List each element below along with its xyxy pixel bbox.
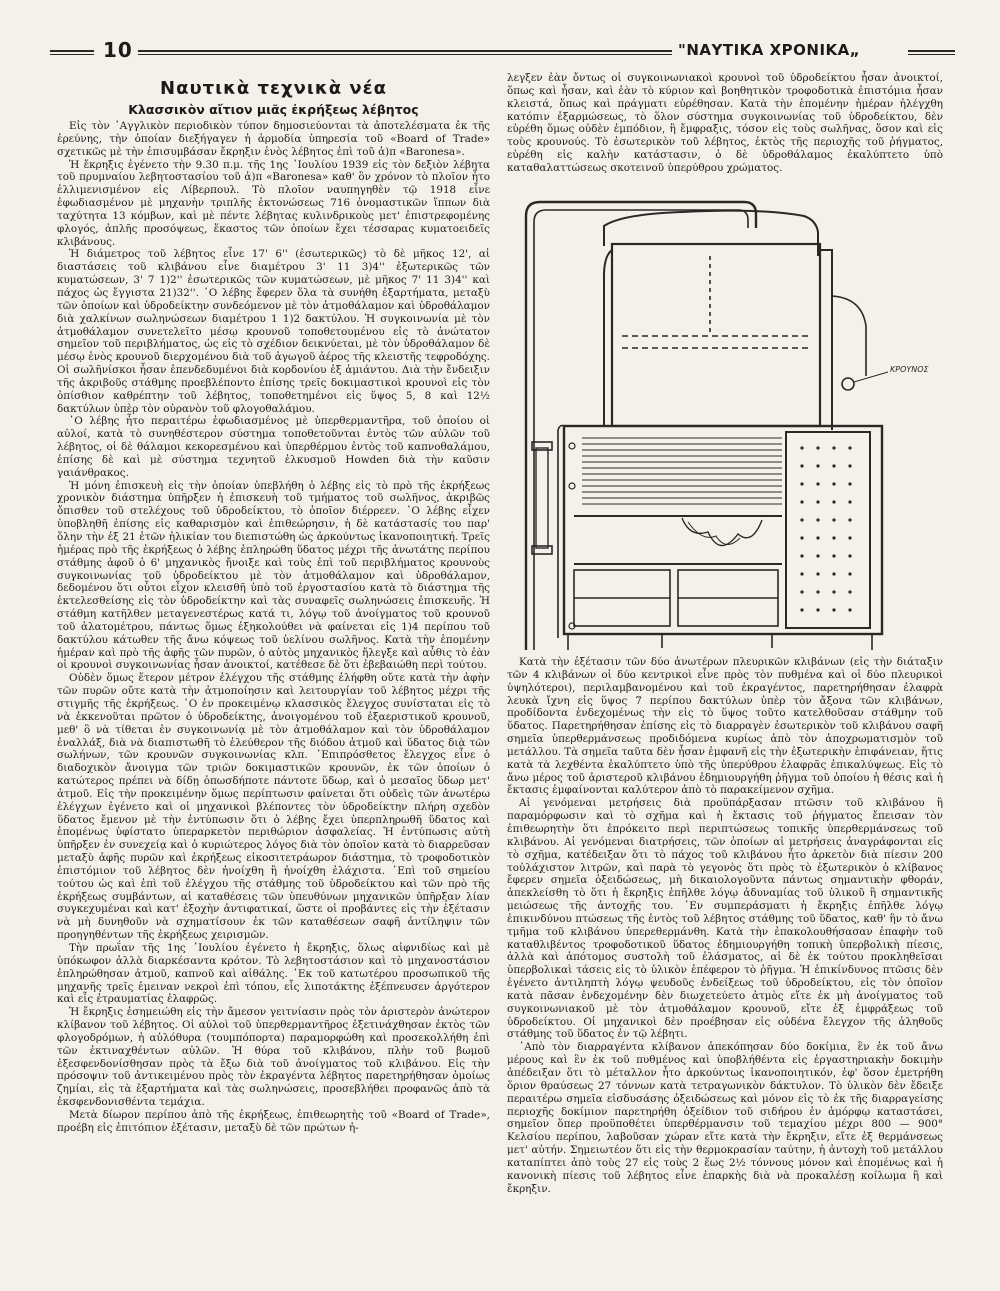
right-column-top <box>507 72 943 175</box>
paragraph: ᾿Απὸ τὸν διαρραγέντα κλίβανον ἀπεκόπησαν δύο δοκίμια, ἓν ἐκ τοῦ ἄνω μέρους καὶ ἓν ἐκ τοῦ πυθμένος καὶ ὑποβλήθέντα εἰς ἐργαστηριακὴν δοκιμὴν ἀπέδειξαν ὅτι τὸ μέταλλον ἦτο ἀρκούντως ἱκανοποιητικόν, ἐφ' ὅσον ἐμετρήθη ὅριον θραύσεως 27 τόννων κατὰ τετραγωνικὸν δάκτυλον. Τὸ ὑλικὸν δὲν ἔδειξε περαιτέρω σημεῖα εἰσδυσάσης ὀξειδώσεως καὶ μόνον εἰς τὸ ἐκ τῆς διαρραγείσης περιοχῆς δοκίμιον παρετηρήθη ὀξείδιον τοῦ σιδήρου ἐν ἀμόρφῳ καταστάσει, σημεῖον ὅπερ προϋποθέτει ὑπερθέρμανσιν τοῦ τεμαχίου μέχρι 800 — 900° Κελσίου περίπου, λαβοῦσαν χώραν εἴτε κατὰ τὴν ἔκρηξιν, εἴτε ἐξ θερμάνσεως μετ' αὐτήν. Σημειωτέον ὅτι εἰς τὴν θερμοκρασίαν ταύτην, ἡ ἀντοχὴ τοῦ μετάλλου καταπίπτει ἀπὸ τοὺς 27 εἰς τοὺς 2 ἕως 2½ τόννους μόνον καὶ ἑπομένως καὶ ἡ κανονικὴ πίεσις τοῦ λέβητος εἶνε ἐπαρκὴς διὰ νὰ προκαλέσῃ κοίλωμα ἢ καὶ ἔκρηξιν. <box>507 1041 943 1195</box>
header-rule-middle <box>138 50 672 52</box>
paragraph: Τὴν πρωΐαν τῆς 1ης ᾿Ιουλίου ἐγένετο ἡ ἔκρηξις, ὅλως αἰφνιδίως καὶ μὲ ὑπόκωφον ἀλλὰ διαρκέσαντα κρότον. Τὸ λεβητοστάσιον καὶ τὸ μηχανοστάσιον ἐπληρώθησαν ἀτμοῦ, καπνοῦ καὶ αἰθάλης. ᾿Εκ τοῦ κατωτέρου προσωπικοῦ τῆς μηχανῆς τρεῖς ἐμειναν νεκροὶ ἐπὶ τόπου, εἷς λιποτάκτης ἐξέπνευσεν ἀργότερον καὶ εἷς ἐτραυματίας ἐλαφρῶς. <box>57 942 490 1006</box>
paragraph: Ἡ διάμετρος τοῦ λέβητος εἶνε 17' 6'' (ἐσωτερικῶς) τὸ δὲ μῆκος 12', αἱ διαστάσεις τοῦ κλιβάνου εἶνε διαμέτρου 3' 11 3)4'' ἐξωτερικῶς τῶν κυματώσεων, 3' 7 1)2'' ἐσωτερικῶς τῶν κυματώσεων, μὲ μῆκος 7' 11 3)4'' καὶ πάχος ὡς ἔγγιστα 21)32''. ῾Ο λέβης ἔφερεν ὅλα τὰ συνήθη ἐξαρτήματα, μεταξὺ τῶν ὁποίων καὶ ὑδροδείκτην συνδεόμενον μὲ τὸν ἀτμοθάλαμον καὶ ὑδροθάλαμον διὰ χαλκίνων σωληνώσεων διαμέτρου 1 1)2 δακτύλου. Ἡ συγκοινωνία μὲ τὸν ἀτμοθάλαμον συνετελεῖτο μέσῳ κρουνοῦ τοποθετουμένου εἰς τὸ ἀνώτατον σημεῖον τοῦ περιβλήματος, ὡς εἰς τὸ σχέδιον δεικνύεται, μὲ τὸν ὑδροθάλαμον δὲ μέσῳ ἑνὸς κρουνοῦ διερχομένου διὰ τοῦ ἀγωγοῦ ἀέρος τῆς κλειστῆς τεφροδόχης. Οἱ σωλῆνίσκοι ἦσαν ἐπενδεδυμένοι διὰ κορδονίου ἐξ ἀμιάντου. Διὰ τὴν ἔνδειξιν τῆς ἀκριβοῦς στάθμης προεβλέποντο ἐπίσης τρεῖς δοκιμαστικοὶ κρουνοὶ εἰς τὸν ὀπίσθιον καθρέπτην τοῦ λέβητος, τοποθετημένοι εἰς ὕψος 5, 8 καὶ 12½ δακτύλων ὑπὲρ τὸν οὐρανὸν τοῦ φλογοθαλάμου. <box>57 248 490 415</box>
header-rule-middle-thin <box>138 54 672 55</box>
header-rule-left <box>50 50 94 52</box>
paragraph: Μετὰ δίωρον περίπου ἀπὸ τῆς ἐκρήξεως, ἐπιθεωρητὴς τοῦ «Board of Trade», προέβη εἰς ἐπιτόπιον ἐξέτασιν, μεταξὺ δὲ τῶν πρώτων ἠ- <box>57 1108 490 1134</box>
header-rule-left-thin <box>50 54 94 55</box>
figure-label-valve: ΚΡΟΥΝΟΣ <box>890 365 929 374</box>
paragraph: Ἡ ἔκρηξις ἐσημειώθη εἰς τὴν ἄμεσον γειτνίασιν πρὸς τὸν ἀριστερὸν ἀνώτερον κλίβανον τοῦ λέβητος. Οἱ αὐλοὶ τοῦ ὑπερθερμαντῆρος ἐξετινάχθησαν ἐκτὸς τῶν φλογοδρόμων, ἡ αὐλόθυρα (τουμπόπορτα) παραμορφώθη καὶ προσεκολλήθη ἐπὶ τῶν ἐκτιναχθέντων αὐλῶν. Ἡ θύρα τοῦ κλιβάνου, πλὴν τοῦ βωμοῦ ἐξεσφενδονίσθησαν πρὸς τὰ ἔξω διὰ τοῦ ἀνοίγματος τοῦ κλιβάνου. Εἰς τὴν πρόσοψιν τοῦ ἀντικειμένου πρὸς τὸν ἐκραγέντα λέβητος παρετηρήθησαν ὁμοίως ζημίαι, εἰς τὰ ἐξαρτήματα καὶ τὰς σωληνώσεις, προσεβλήθει προφανῶς ἀπὸ τὰ ἐκσφενδονισθέντα τεμάχια. <box>57 1006 490 1109</box>
paragraph: Κατὰ τὴν ἐξέτασιν τῶν δύο ἀνωτέρων πλευρικῶν κλιβάνων (εἰς τὴν διάταξιν τῶν 4 κλιβάνων οἱ δύο κεντρικοὶ εἶνε πρὸς τὸν πυθμένα καὶ οἱ δύο πλευρικοὶ ὑψηλότεροι), περιλαμβανομένου καὶ τοῦ ἐκραγέντος, παρετηρήθησαν ἐλαφρὰ λευκὰ ἴχνη εἰς ὕψος 7 περίπου δακτύλων ὑπὲρ τὸν ἄξονα τῶν κλιβάνων, προδίδοντα ἐνδεχομένως τὴν εἰς τὸ ὕψος τοῦτο κατελθοῦσαν στάθμην τοῦ ὕδατος. Παρετηρήθησαν ἐπίσης εἰς τὸ διαρραγὲν ἐσωτερικὸν τοῦ κλιβάνου σαφῆ σημεῖα ὑπερθερμάνσεως προδιδόμενα κυρίως ἀπὸ τὸν ἀποχρωματισμὸν τοῦ μετάλλου. Τὰ σημεῖα ταῦτα δὲν ἦσαν ἐμφανῆ εἰς τὴν ἐξωτερικὴν ἐπιφάνειαν, ἥτις κατὰ τὰ λεχθέντα ἐκαλύπτετο ὑπὸ τῆς ὑπερύθρου ἐλαφρᾶς ἐπικαλύψεως. Εἰς τὸ ἄνω μέρος τοῦ ἀριστεροῦ κλιβάνου ἐδημιουργήθη ῥῆγμα τοῦ ὁποίου ἡ θέσις καὶ ἡ ἔκτασις ἐμφαίνονται καλύτερον ἀπὸ τὸ παρακείμενον σχῆμα. <box>507 656 943 797</box>
boiler-diagram <box>512 186 940 652</box>
section-title: Ναυτικὰ τεχνικὰ νέα <box>160 78 387 99</box>
paragraph: Ἡ ἔκρηξις ἐγένετο τὴν 9.30 π.μ. τῆς 1ης ᾿Ιουλίου 1939 εἰς τὸν δεξιὸν λέβητα τοῦ πρυμναίου λεβητοστασίου τοῦ ἀ)π «Baronesa» καθ' ὃν χρόνον τὸ πλοῖον ἦτο ἐλλιμενισμένον εἰς Λίβερπουλ. Τὸ πλοῖον ναυπηγηθὲν τῷ 1918 εἶνε ἐφωδιασμένον μὲ μηχανὴν τριπλῆς ἐκτονώσεως 716 ὀνομαστικῶν ἵππων διὰ ταχύτητα 13 κόμβων, καὶ μὲ πέντε λέβητας κυλινδρικοὺς μετ' ἐπιστρεφομένης φλογός, ἁπλῆς προσόψεως, ἕκαστος τῶν ὁποίων ἔχει τέσσαρας κυματοειδεῖς κλιβάνους. <box>57 158 490 248</box>
page-number: 10 <box>103 38 133 62</box>
article-subtitle: Κλασσικὸν αἴτιον μιᾶς ἐκρήξεως λέβητος <box>128 102 419 117</box>
paragraph: Ἡ μόνη ἐπισκευὴ εἰς τὴν ὁποίαν ὑπεβλήθη ὁ λέβης εἰς τὸ πρὸ τῆς ἐκρήξεως χρονικὸν διάστημα ὑπῆρξεν ἡ ἐπισκευὴ τοῦ τμήματος τοῦ σωλῆνος, ἀκριβῶς ὄπισθεν τοῦ στελέχους τοῦ ὑδροδείκτου, τὸ ὁποῖον διέρρεεν. ῾Ο λέβης εἶχεν ὑποβληθῆ ἐπίσης εἰς καθαρισμὸν καὶ ἐπιθεώρησιν, ἡ δὲ κατάστασίς του παρ' ὅλην τὴν ἐξ 21 ἐτῶν ἡλικίαν του διεπιστώθη ὡς ἀρκούντως ἱκανοποιητική. Τρεῖς ἡμέρας πρὸ τῆς ἐκρήξεως ὁ λέβης ἐπληρώθη ὕδατος μέχρι τῆς ἀνωτάτης περίπου στάθμης ἀφοῦ ὁ 6' μηχανικὸς ἤνοιξε καὶ τοὺς ἐπὶ τοῦ περιβλήματος κρουνοὺς συγκοινωνίας τοῦ ὑδροδείκτου μὲ τὸν ἀτμοθάλαμον καὶ ὑδροθάλαμον, δεδομένου ὅτι οὗτοι εἶχον κλεισθῆ ὑπὸ τοῦ ἐργοστασίου κατὰ τὸ διάστημα τῆς ἐκτελεσθείσης εἰς τὸν ὑδροδείκτην καὶ τὰς συναφεῖς σωληνώσεις ἐπισκευῆς. Ἡ στάθμη κατῆλθεν μεταγενεστέρως κατά τι, λόγῳ τοῦ ἀνοίγματος τοῦ κρουνοῦ τοῦ ἀλατομέτρου, πάντως ὅμως ἐξηκολούθει νὰ φαίνεται εἰς 1)4 περίπου τοῦ δακτύλου κάτωθεν τῆς ἄνω κόψεως τοῦ ὑελίνου σωλῆνος. Κατὰ τὴν ἑπομένην ἡμέραν καὶ πρὸ τῆς ἀφῆς τῶν πυρῶν, ὁ αὐτὸς μηχανικὸς ἤλεγξε καὶ αὖθις τὸ ἐὰν οἱ κρουνοὶ συγκοινωνίας ἦσαν ἀνοικτοί, κατέθεσε δὲ ὅτι ἐβεβαιώθη περὶ τούτου. <box>57 479 490 672</box>
paragraph: λεγξεν ἐὰν ὄντως οἱ συγκοινωνιακοὶ κρουνοὶ τοῦ ὑδροδείκτου ἦσαν ἀνοικτοί, ὅπως καὶ ἦσαν, καὶ ἐὰν τὸ κύριον καὶ βοηθητικὸν τροφοδοτικὰ ἐπιστόμια ἦσαν κλειστά, ὅπως καὶ πράγματι εὑρέθησαν. Κατὰ τὴν ἑπομένην ἡμέραν ἠλέγχθη κατόπιν ἐξαρμώσεως, τὸ ὅλον σύστημα συγκοινωνίας τοῦ ὑδροδείκτου, δὲν εὑρέθη ὅμως οὐδὲν ἐμπόδιον, ἢ ἔμφραξις, τόσον εἰς τοὺς σωλῆνας, ὅσον καὶ εἰς τοὺς κρουνούς. Τὸ ἐσωτερικὸν τοῦ λέβητος, ἐκτὸς τῆς περιοχῆς τοῦ ῥήγματος, εὑρέθη εἰς καλὴν κατάστασιν, ὁ δὲ ὑδροθάλαμος ἐκαλύπτετο ὑπὸ καταθαλαττώσεως σκοτεινοῦ ὑπερύθρου χρώματος. <box>507 72 943 174</box>
paragraph: Οὐδὲν ὅμως ἕτερον μέτρον ἐλέγχου τῆς στάθμης ἐλήφθη οὔτε κατὰ τὴν ἀφὴν τῶν πυρῶν οὔτε κατὰ τὴν ἀτμοποίησιν καὶ λειτουργίαν τοῦ λέβητος μέχρι τῆς στιγμῆς τῆς ἐκρήξεως. ῾Ο ἐν προκειμένῳ κλασσικὸς ἔλεγχος συνίσταται εἰς τὸ νὰ ἐκκενοῦται πρῶτον ὁ ὑδροδείκτης, ἀνοιγομένου τοῦ ἐξαεριστικοῦ κρουνοῦ, μεθ' ὃ νὰ τίθεται ἐν συγκοινωνίᾳ μὲ τὸν ἀτμοθάλαμον καὶ τὸν ὑδροθάλαμον ἐναλλάξ, διὰ νὰ διαπιστωθῆ τὸ ἐλεύθερον τῆς διόδου ἀτμοῦ καὶ ὕδατος διὰ τῶν σωλήνων, τῶν κρουνῶν συγκοινωνίας κλπ. ᾿Επιπρόσθετος ἔλεγχος εἶνε ὁ διαδοχικὸν ἄνοιγμα τῶν τριῶν δοκιμαστικῶν κρουνῶν, ἐκ τῶν ὁποίων ὁ κατώτερος πρέπει νὰ δίδῃ ὁπωσδήποτε πάντοτε ὕδωρ, καὶ ὁ μεσαῖος ὕδωρ μετ' ἀτμοῦ. Εἰς τὴν προκειμένην ὅμως περίπτωσιν φαίνεται ὅτι οὐδεὶς τῶν ἀνωτέρω ἐλέγχων ἐγένετο καὶ οἱ μηχανικοὶ βλέποντες τὸν ὑδροδείκτην πλήρη σχεδὸν ὕδατος ἔμενον μὲ τὴν ἐντύπωσιν ὅτι ὁ λέβης ἔχει ὑπερπληρωθῆ ὕδατος καὶ ἑπομένως ὑφίστατο ὑπεραρκετὸν περιθώριον ἀσφαλείας. Ἡ ἐντύπωσις αὐτὴ ὑπῆρξεν ἐν συνεχείᾳ καὶ ὁ κυριώτερος λόγος διὰ τὸν ὁποῖον κατὰ τὸ διαρρεῦσαν μεταξὺ ἀφῆς πυρῶν καὶ ἐκρήξεως εἰκοσιτετράωρον διάστημα, τὸ τροφοδοτικὸν ἐπιστόμιον τοῦ λέβητος δὲν ἠνοίχθη ἢ ἠνοίχθη ἐλάχιστα. ᾿Επὶ τοῦ σημείου τούτου ὡς καὶ ἐπὶ τοῦ ἐλέγχου τῆς στάθμης τοῦ ὑδροδείκτου καὶ τῶν πρὸ τῆς ἐκρήξεως συμβάντων, αἱ καταθέσεις τῶν ὑπευθύνων μηχανικῶν ὑπῆρξαν λίαν συγκεχυμέναι καὶ κατ' ἐξοχὴν ἀντιφατικαί, ὥστε οἱ προβάντες εἰς τὴν ἐξέτασιν νὰ μὴ δυνηθοῦν νὰ σχηματίσουν ἐκ τῶν καταθέσεων σαφῆ ἀντίληψιν τῶν προηγηθέντων τῆς ἐκρήξεως χειρισμῶν. <box>57 672 490 942</box>
running-header <box>50 38 955 66</box>
paragraph: Εἰς τὸν ᾿Αγγλικὸν περιοδικὸν τύπον δημοσιεύονται τὰ ἀποτελέσματα ἐκ τῆς ἐρεύνης, τὴν ὁποίαν διεξήγαγεν ἡ ἁρμοδία ὑπηρεσία τοῦ «Board of Trade» σχετικῶς μὲ τὴν ἐπισυμβάσαν ἔκρηξιν ἑνὸς λέβητος ἐπὶ τοῦ ἀ)π «Baronesa». <box>57 120 490 158</box>
header-rule-right <box>908 50 955 52</box>
paragraph: Αἱ γενόμεναι μετρήσεις διὰ προϋπάρξασαν πτῶσιν τοῦ κλιβάνου ἢ παραμόρφωσιν καὶ τὸ σχῆμα καὶ ἡ ἔκτασις τοῦ ῥήγματος ἔπεισαν τὸν ἐπιθεωρητὴν ὅτι ἐπρόκειτο περὶ περιπτώσεως τοπικῆς ὑπερθερμάνσεως τοῦ κλιβάνου. Αἱ γενόμεναι διατρήσεις, τῶν ὁποίων αἱ μετρήσεις ἀναγράφονται εἰς τὸ σχῆμα, κατέδειξαν ὅτι τὸ πάχος τοῦ κλιβάνου ἦτο ἀρκετὸν διὰ πίεσιν 200 τοὐλάχιστον λιτρῶν, καὶ παρὰ τὸ γεγονὸς ὅτι πρὸς τὸ ἐξωτερικὸν ὁ κλίβανος ἔφερεν σημεῖα ὀξειδώσεως, μὴ δικαιολογοῦντα πάντως σημαντικὴν φθοράν, ἀπεκλείσθη τὸ ὅτι ἡ ἔκρηξις ἐπῆλθε λόγῳ ἀδυναμίας τοῦ ὑλικοῦ ἢ σημαντικῆς μειώσεως τῆς ἀντοχῆς του. ᾿Εν συμπεράσματι ἡ ἔκρηξις ἐπῆλθε λόγῳ ἐπικινδύνου πτώσεως τῆς ἐντὸς τοῦ λέβητος στάθμης τοῦ ὕδατος, καθ' ἣν τὸ ἄνω τμῆμα τοῦ κλιβάνου ὑπερεθερμάνθη. Κατὰ τὴν ἐπακολουθήσασαν ἐπαφὴν τοῦ καταθλιβέντος τροφοδοτικοῦ ὕδατος ἐδημιουργήθη τοπικὴ ὑπερβολικὴ πίεσις, ἀλλὰ καὶ ἀπότομος συστολὴ τοῦ ἐλάσματος, αἱ δὲ ἐκ τούτου προκληθεῖσαι ὑπερβολικαὶ τάσεις εἰς τὸ ὑλικὸν ἐπέφερον τὸ ῥῆγμα. Ἡ ἐπικίνδυνος πτῶσις δὲν ἐγένετο ἀντιληπτὴ λόγῳ ψευδοῦς ἐνδείξεως τοῦ ὑδροδείκτου, εἰς τὸν ὁποῖον κατὰ πᾶσαν ἐνδεχομένην δὲν διωχετεύετο ἀτμὸς εἴτε ἐκ μὴ ἀνοίγματος τοῦ συγκοινωνιακοῦ μὲ τὸν ἀτμοθάλαμον κρουνοῦ, εἴτε ἐξ ἐμφράξεως τοῦ ὑδροδείκτου. Οἱ μηχανικοὶ δὲν προέβησαν εἰς οὐδένα ἔλεγχον τῆς ἀληθοῦς στάθμης τοῦ ὕδατος ἐν τῷ λέβητι. <box>507 797 943 1041</box>
journal-title: "ΝΑΥΤΙΚΑ ΧΡΟΝΙΚΑ„ <box>678 41 861 59</box>
right-column-bottom <box>507 656 943 1195</box>
boiler-section-drawing <box>512 186 940 652</box>
left-column <box>57 78 490 1135</box>
paragraph: ῾Ο λέβης ἦτο περαιτέρω ἐφωδιασμένος μὲ ὑπερθερμαντῆρα, τοῦ ὁποίου οἱ αὐλοί, κατὰ τὸ συνηθέστερον σύστημα τοποθετοῦνται ἐντὸς τῶν αὐλῶν τοῦ λέβητος, οἱ δὲ θάλαμοι κεκορεσμένου καὶ ὑπερθέρμου ἐντὸς τοῦ καπνοθαλάμου, ἐπίσης δὲ καὶ μὲ σύστημα τεχνητοῦ ἑλκυσμοῦ Howden διὰ τὴν καῦσιν γαιάνθρακος. <box>57 415 490 479</box>
header-rule-right-thin <box>908 54 955 55</box>
